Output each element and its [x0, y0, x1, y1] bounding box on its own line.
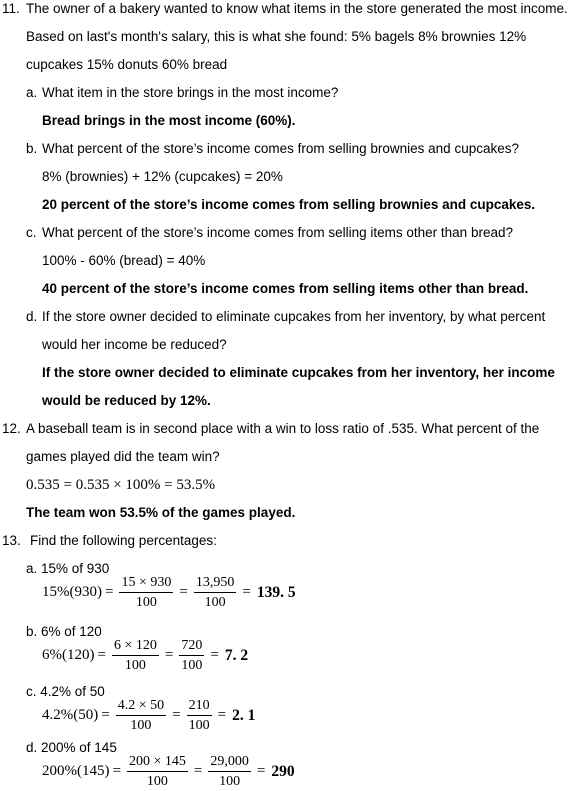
- q13a-result: 139. 5: [256, 583, 296, 601]
- q13a-fraction-2: $\frac{13,950}{100}$: [195, 575, 235, 610]
- q13a-fraction-1: $\frac{15 \times 930}{100}$: [121, 575, 172, 610]
- q12-question-line-1: A baseball team is in second place with a win to loss ratio of .535. What percent of the: [26, 421, 540, 436]
- q12-work: 0.535 = 0.535 × 100% = 53.5%: [26, 477, 216, 493]
- q11-number: 11.: [2, 1, 20, 16]
- q13c-fraction-1: $\frac{4.2 \times 50}{100}$: [117, 698, 165, 733]
- q13b-fraction-1: $\frac{6 \times 120}{100}$: [113, 638, 157, 673]
- q13d-label: d. 200% of 145: [26, 740, 117, 755]
- q13b-fraction-2: $\frac{720}{100}$: [181, 638, 203, 673]
- q11d-letter: d.: [26, 309, 38, 324]
- q11d-answer-line-2: would be reduced by 12%.: [42, 393, 211, 408]
- q12-question-line-2: games played did the team win?: [26, 449, 220, 464]
- q13b-label: b. 6% of 120: [26, 624, 102, 639]
- q13-question: Find the following percentages:: [30, 533, 217, 548]
- q11c-letter: c.: [26, 225, 37, 240]
- q11c-question: What percent of the store’s income comes from selling items other than bread?: [42, 225, 513, 240]
- q13d-fraction-1: $\frac{200 \times 145}{100}$: [128, 754, 186, 789]
- q12-number: 12.: [2, 421, 21, 436]
- q11c-answer: 40 percent of the store’s income comes from selling items other than bread.: [42, 281, 529, 296]
- q11d-question-line-2: would her income be reduced?: [42, 337, 227, 352]
- q13c-lhs: 4.2%(50): [42, 707, 99, 723]
- q13c-equation: 4.2%(50) = $\frac{4.2 \times 50}{100}$ = $\frac{210}{100}$ = 2. 1: [42, 698, 256, 733]
- q11a-question: What item in the store brings in the most income?: [42, 85, 339, 100]
- q13a-label: a. 15% of 930: [26, 561, 110, 576]
- q11-intro-line-1: The owner of a bakery wanted to know what items in the store generated the most income.: [26, 1, 568, 16]
- q11b-work: 8% (brownies) + 12% (cupcakes) = 20%: [42, 169, 283, 184]
- q11a-letter: a.: [26, 85, 38, 100]
- q13c-fraction-2: $\frac{210}{100}$: [188, 698, 210, 733]
- q13d-fraction-2: $\frac{29,000}{100}$: [210, 754, 249, 789]
- q11-intro-line-2: Based on last's month's salary, this is what she found: 5% bagels 8% brownies 12%: [26, 29, 527, 44]
- q11-intro-line-3: cupcakes 15% donuts 60% bread: [26, 57, 228, 72]
- q11c-work: 100% - 60% (bread) = 40%: [42, 253, 206, 268]
- q13b-equation: 6%(120) = $\frac{6 \times 120}{100}$ = $\frac{720}{100}$ = 7. 2: [42, 638, 249, 673]
- q13c-result: 2. 1: [232, 706, 256, 724]
- q13b-lhs: 6%(120): [42, 647, 95, 663]
- q13a-lhs: 15%(930): [42, 584, 102, 600]
- q13d-result: 290: [271, 762, 295, 780]
- q11b-letter: b.: [26, 141, 38, 156]
- q12-answer: The team won 53.5% of the games played.: [26, 505, 296, 520]
- q13d-lhs: 200%(145): [42, 763, 110, 779]
- q13a-equation: 15%(930) = $\frac{15 \times 930}{100}$ = $\frac{13,950}{100}$ = 139. 5: [42, 575, 296, 610]
- q11d-question-line-1: If the store owner decided to eliminate cupcakes from her inventory, by what percent: [42, 309, 546, 324]
- q13-number: 13.: [2, 533, 21, 548]
- q11b-question: What percent of the store’s income comes from selling brownies and cupcakes?: [42, 141, 519, 156]
- q13c-label: c. 4.2% of 50: [26, 684, 105, 699]
- q11b-answer: 20 percent of the store’s income comes from selling brownies and cupcakes.: [42, 197, 536, 212]
- q11d-answer-line-1: If the store owner decided to eliminate cupcakes from her inventory, her income: [42, 365, 555, 380]
- q13d-equation: 200%(145) = $\frac{200 \times 145}{100}$ = $\frac{29,000}{100}$ = 290: [42, 754, 295, 789]
- q11a-answer: Bread brings in the most income (60%).: [42, 113, 296, 128]
- q13b-result: 7. 2: [224, 646, 249, 664]
